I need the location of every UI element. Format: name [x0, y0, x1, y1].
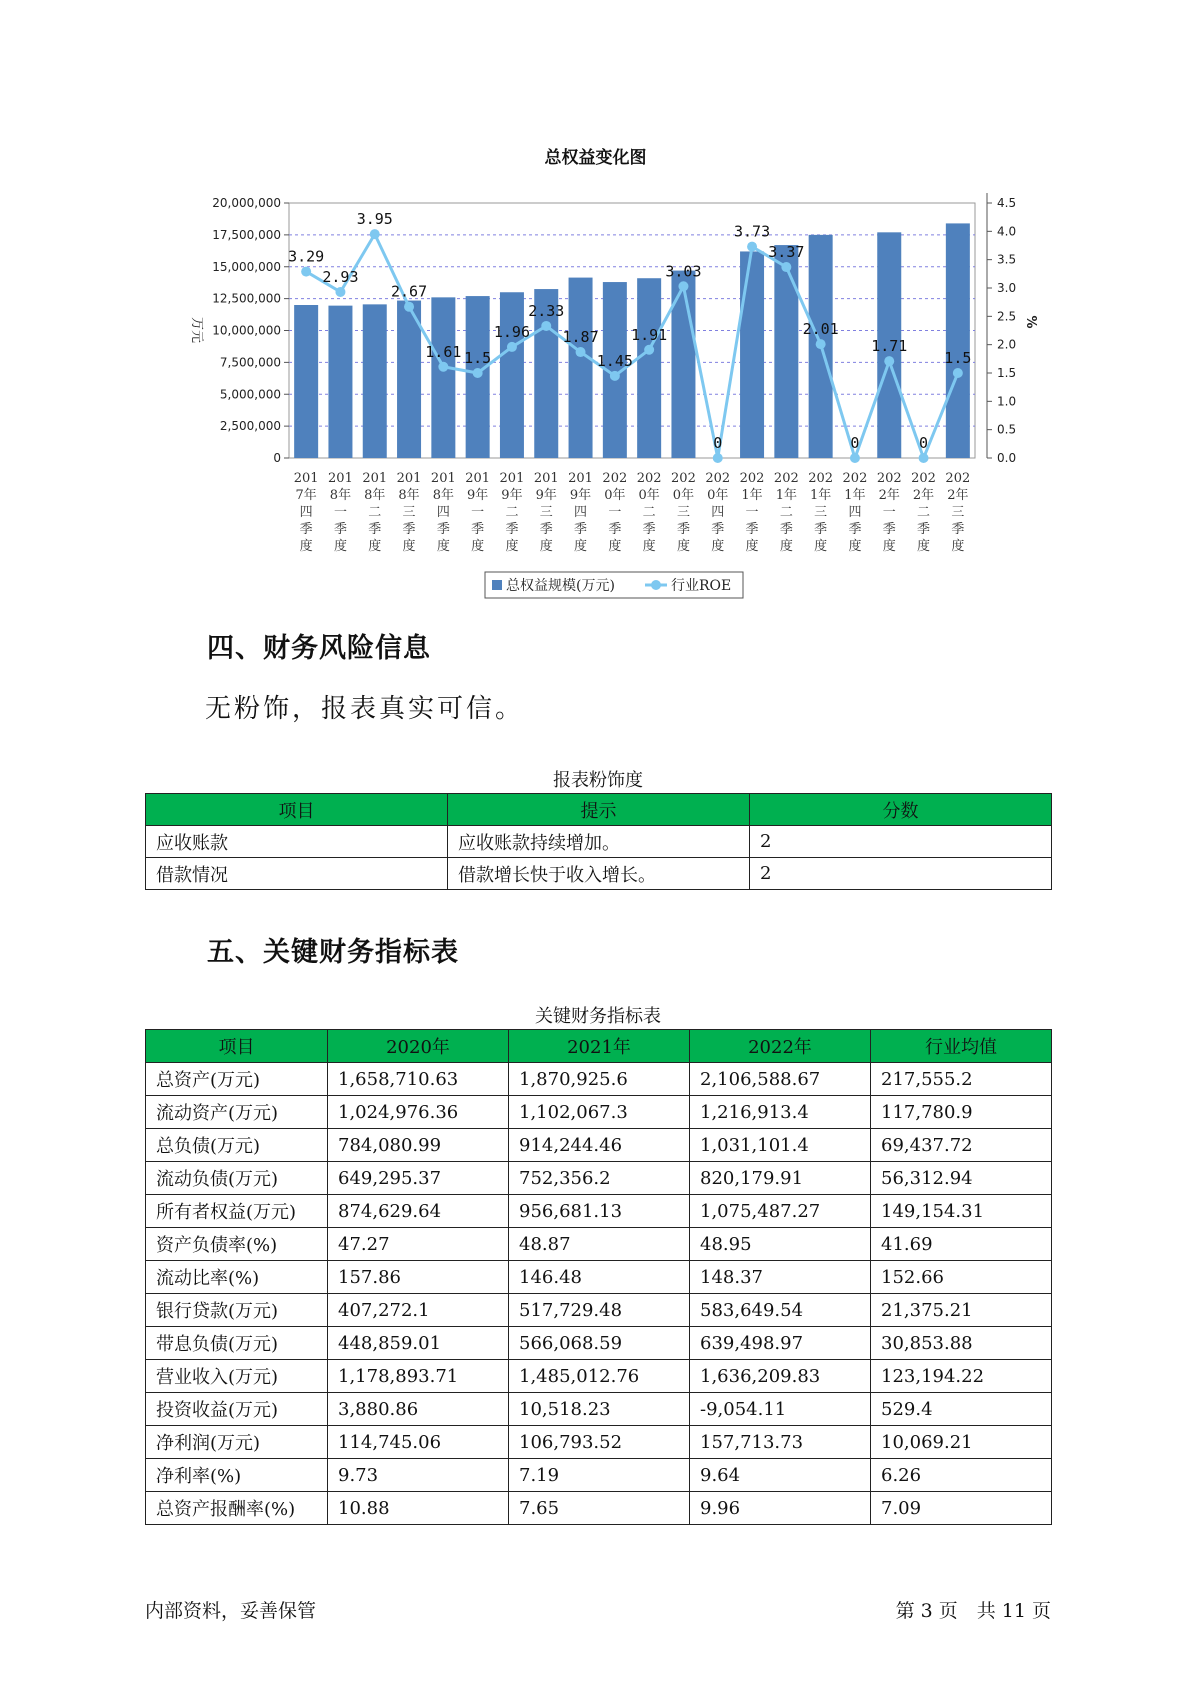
kpi-table-header-row	[146, 1030, 1052, 1063]
roe-data-label: 0	[850, 434, 860, 452]
table-cell: 10,069.21	[871, 1426, 1052, 1459]
table-cell: 净利润(万元)	[146, 1426, 328, 1459]
table-cell: 借款情况	[146, 858, 448, 890]
legend-line-label: 行业ROE	[671, 578, 732, 594]
x-tick-label: 季	[402, 522, 416, 537]
x-tick-label: 度	[676, 539, 690, 554]
table-cell: 583,649.54	[690, 1294, 871, 1327]
table-cell: 流动比率(%)	[146, 1261, 328, 1294]
x-tick-label: 0年	[672, 488, 695, 503]
x-tick-label: 度	[471, 539, 485, 554]
table-cell: 149,154.31	[871, 1195, 1052, 1228]
table-cell: 1,024,976.36	[328, 1096, 509, 1129]
roe-data-label: 3.29	[288, 247, 325, 266]
x-tick-label: 202	[773, 471, 799, 486]
x-tick-label: 度	[848, 539, 862, 554]
roe-point	[541, 321, 551, 331]
roe-data-label: 2.67	[390, 282, 428, 301]
table-cell: 7.19	[509, 1459, 690, 1492]
x-tick-label: 二	[642, 505, 656, 520]
table-cell: 914,244.46	[509, 1129, 690, 1162]
roe-point	[335, 287, 345, 297]
table-row	[146, 1426, 1052, 1459]
roe-data-label: 1.5	[944, 349, 972, 367]
x-tick-label: 8年	[329, 488, 352, 503]
x-tick-label: 度	[505, 539, 519, 554]
table-cell: 157,713.73	[690, 1426, 871, 1459]
roe-data-label: 1.87	[562, 328, 599, 347]
x-tick-label: 202	[602, 471, 628, 486]
x-tick-label: 度	[402, 539, 416, 554]
bar	[328, 306, 352, 458]
roe-data-label: 1.61	[425, 342, 462, 361]
y2-tick-label: 2.0	[997, 337, 1017, 352]
table-cell: 银行贷款(万元)	[146, 1294, 328, 1327]
x-tick-label: 二	[779, 505, 793, 520]
table-cell: 752,356.2	[509, 1162, 690, 1195]
table-cell: 总负债(万元)	[146, 1129, 328, 1162]
x-tick-label: 1年	[741, 488, 763, 503]
table-row	[146, 1492, 1052, 1525]
y2-tick-label: 0.0	[997, 451, 1017, 465]
chart-title: 总权益变化图	[544, 148, 647, 168]
y2-tick-label: 3.5	[997, 252, 1017, 267]
table-cell: 114,745.06	[328, 1426, 509, 1459]
y-tick-label: 17,500,000	[212, 227, 281, 242]
table-cell: 649,295.37	[328, 1162, 509, 1195]
table-cell: 448,859.01	[328, 1327, 509, 1360]
y-tick-label: 7,500,000	[219, 355, 281, 370]
x-tick-label: 二	[505, 505, 519, 520]
table-cell: 517,729.48	[509, 1294, 690, 1327]
table-cell: 407,272.1	[328, 1294, 509, 1327]
kpi-table	[145, 1029, 1052, 1525]
y-tick-label: 15,000,000	[212, 259, 281, 274]
roe-point	[816, 339, 826, 349]
x-tick-label: 度	[642, 539, 656, 554]
table-cell: 566,068.59	[509, 1327, 690, 1360]
column-header: 2021年	[509, 1030, 690, 1063]
bar	[946, 223, 970, 458]
x-tick-label: 度	[436, 539, 450, 554]
y-tick-label: 5,000,000	[219, 387, 281, 402]
table-cell: 41.69	[871, 1228, 1052, 1261]
bar	[569, 278, 593, 458]
bar	[294, 305, 318, 458]
table-cell: 1,102,067.3	[509, 1096, 690, 1129]
table-row	[146, 1327, 1052, 1360]
table-cell: 9.96	[690, 1492, 871, 1525]
x-tick-label: 季	[574, 522, 588, 537]
table-cell: 146.48	[509, 1261, 690, 1294]
table-cell: 529.4	[871, 1393, 1052, 1426]
x-tick-label: 2年	[912, 488, 935, 503]
table-row	[146, 1129, 1052, 1162]
bar	[431, 297, 455, 458]
table-cell: 10.88	[328, 1492, 509, 1525]
x-tick-label: 度	[608, 539, 622, 554]
column-header: 提示	[448, 794, 750, 826]
risk-summary-text: 无粉饰，报表真实可信。	[205, 694, 525, 724]
table-cell: 217,555.2	[871, 1063, 1052, 1096]
x-tick-label: 201	[328, 471, 353, 486]
column-header: 分数	[750, 794, 1052, 826]
table-cell: 106,793.52	[509, 1426, 690, 1459]
x-tick-label: 三	[539, 505, 553, 520]
y-tick-label: 20,000,000	[212, 196, 281, 210]
bar	[774, 245, 798, 458]
x-tick-label: 三	[676, 505, 690, 520]
x-tick-label: 201	[465, 471, 491, 486]
x-tick-label: 一	[608, 505, 622, 520]
roe-data-label: 2.33	[528, 301, 565, 320]
x-tick-label: 二	[917, 505, 931, 520]
x-tick-label: 202	[739, 471, 765, 486]
x-tick-label: 季	[917, 522, 931, 537]
x-tick-label: 季	[505, 522, 519, 537]
x-tick-label: 0年	[604, 488, 626, 503]
x-tick-label: 度	[814, 539, 828, 554]
table-cell: 30,853.88	[871, 1327, 1052, 1360]
table-cell: 1,031,101.4	[690, 1129, 871, 1162]
table-row	[146, 826, 1052, 858]
x-tick-label: 201	[293, 471, 319, 486]
y-tick-label: 10,000,000	[212, 323, 281, 338]
roe-point	[507, 342, 517, 352]
x-tick-label: 季	[436, 522, 450, 537]
x-tick-label: 2年	[878, 488, 900, 503]
x-tick-label: 9年	[501, 488, 523, 503]
x-tick-label: 季	[745, 522, 759, 537]
roe-data-label: 3.37	[768, 243, 805, 262]
x-tick-label: 四	[574, 505, 588, 520]
table-cell: 1,636,209.83	[690, 1360, 871, 1393]
x-tick-label: 季	[676, 522, 690, 537]
table-row	[146, 1096, 1052, 1129]
roe-point	[747, 242, 757, 252]
x-tick-label: 9年	[467, 488, 489, 503]
column-header: 项目	[146, 794, 448, 826]
x-tick-label: 201	[396, 471, 422, 486]
y2-tick-label: 4.0	[997, 224, 1017, 239]
footer-confidential-note: 内部资料，妥善保管	[145, 1600, 317, 1622]
table-cell: 1,485,012.76	[509, 1360, 690, 1393]
table-cell: 9.73	[328, 1459, 509, 1492]
table-cell: 47.27	[328, 1228, 509, 1261]
kpi-table-caption: 关键财务指标表	[535, 1006, 661, 1027]
roe-data-label: 0	[713, 434, 723, 452]
x-tick-label: 度	[539, 539, 553, 554]
table-cell: 借款增长快于收入增长。	[448, 858, 750, 890]
roe-point	[884, 356, 894, 366]
table-cell: 152.66	[871, 1261, 1052, 1294]
risk-table-caption: 报表粉饰度	[553, 770, 643, 791]
y2-tick-label: 4.5	[997, 196, 1017, 210]
table-cell: 9.64	[690, 1459, 871, 1492]
x-tick-label: 0年	[638, 488, 660, 503]
x-tick-label: 四	[711, 505, 725, 520]
roe-data-label: 3.95	[356, 210, 393, 229]
y2-axis-title: %	[1023, 315, 1038, 329]
roe-point	[370, 229, 380, 239]
legend-line-marker	[651, 580, 661, 590]
table-cell: 148.37	[690, 1261, 871, 1294]
roe-data-label: 2.93	[322, 267, 359, 286]
x-tick-label: 三	[402, 505, 416, 520]
table-cell: 956,681.13	[509, 1195, 690, 1228]
y2-tick-label: 1.0	[997, 394, 1017, 409]
x-tick-label: 202	[842, 471, 868, 486]
table-row	[146, 1294, 1052, 1327]
table-row	[146, 1162, 1052, 1195]
x-tick-label: 度	[917, 539, 931, 554]
x-tick-label: 三	[951, 505, 965, 520]
x-tick-label: 9年	[535, 488, 557, 503]
roe-point	[713, 453, 723, 463]
x-tick-label: 201	[533, 471, 559, 486]
y2-tick-label: 0.5	[997, 422, 1017, 437]
x-tick-label: 202	[671, 471, 696, 486]
roe-point	[301, 267, 311, 277]
table-cell: 639,498.97	[690, 1327, 871, 1360]
column-header: 项目	[146, 1030, 328, 1063]
roe-point	[610, 371, 620, 381]
roe-point	[678, 281, 688, 291]
x-tick-label: 度	[574, 539, 588, 554]
x-tick-label: 季	[642, 522, 656, 537]
table-cell: 1,870,925.6	[509, 1063, 690, 1096]
x-tick-label: 度	[779, 539, 793, 554]
table-cell: 流动资产(万元)	[146, 1096, 328, 1129]
table-cell: 69,437.72	[871, 1129, 1052, 1162]
bar	[500, 292, 524, 458]
table-cell: 净利率(%)	[146, 1459, 328, 1492]
roe-data-label: 1.96	[493, 322, 531, 341]
y-axis-title: 万元	[189, 316, 204, 344]
x-tick-label: 度	[711, 539, 725, 554]
table-cell: 123,194.22	[871, 1360, 1052, 1393]
x-tick-label: 201	[430, 471, 456, 486]
legend-bar-swatch	[492, 580, 502, 590]
x-tick-label: 8年	[432, 488, 454, 503]
table-cell: 应收账款	[146, 826, 448, 858]
table-cell: 7.65	[509, 1492, 690, 1525]
table-row	[146, 1393, 1052, 1426]
x-tick-label: 202	[705, 471, 731, 486]
y-tick-label: 12,500,000	[212, 291, 281, 306]
x-tick-label: 9年	[569, 488, 592, 503]
equity-change-chart	[0, 0, 1191, 600]
roe-point	[644, 345, 654, 355]
x-tick-label: 一	[882, 505, 896, 520]
table-cell: 应收账款持续增加。	[448, 826, 750, 858]
column-header: 2022年	[690, 1030, 871, 1063]
roe-data-label: 1.5	[464, 349, 492, 367]
table-cell: 1,216,913.4	[690, 1096, 871, 1129]
table-row	[146, 858, 1052, 890]
x-tick-label: 一	[333, 505, 347, 520]
bar	[740, 251, 764, 458]
x-tick-label: 季	[951, 522, 965, 537]
table-cell: 56,312.94	[871, 1162, 1052, 1195]
risk-table	[145, 793, 1052, 890]
table-cell: 2	[750, 858, 1052, 890]
table-row	[146, 1063, 1052, 1096]
x-tick-label: 1年	[844, 488, 866, 503]
x-tick-label: 2年	[947, 488, 969, 503]
x-tick-label: 202	[808, 471, 834, 486]
x-tick-label: 度	[299, 539, 313, 554]
y-tick-label: 2,500,000	[219, 419, 281, 434]
table-cell: 6.26	[871, 1459, 1052, 1492]
kpi-section-heading: 五、关键财务指标表	[207, 937, 459, 968]
x-tick-label: 季	[299, 522, 313, 537]
column-header: 2020年	[328, 1030, 509, 1063]
roe-point	[576, 347, 586, 357]
table-cell: 1,658,710.63	[328, 1063, 509, 1096]
table-cell: 784,080.99	[328, 1129, 509, 1162]
x-tick-label: 季	[471, 522, 485, 537]
table-row	[146, 1195, 1052, 1228]
table-cell: 874,629.64	[328, 1195, 509, 1228]
roe-point	[473, 368, 483, 378]
x-tick-label: 一	[745, 505, 759, 520]
x-tick-label: 7年	[295, 488, 317, 503]
x-tick-label: 三	[814, 505, 828, 520]
table-cell: 所有者权益(万元)	[146, 1195, 328, 1228]
bar	[363, 304, 387, 458]
roe-point	[919, 453, 929, 463]
table-cell: 营业收入(万元)	[146, 1360, 328, 1393]
x-tick-label: 季	[882, 522, 896, 537]
roe-point	[953, 368, 963, 378]
x-tick-label: 度	[951, 539, 965, 554]
table-cell: 投资收益(万元)	[146, 1393, 328, 1426]
table-cell: 10,518.23	[509, 1393, 690, 1426]
y2-tick-label: 2.5	[997, 309, 1017, 324]
column-header: 行业均值	[871, 1030, 1052, 1063]
table-cell: 21,375.21	[871, 1294, 1052, 1327]
x-tick-label: 四	[848, 505, 862, 520]
footer-page-number: 第 3 页 共 11 页	[895, 1600, 1051, 1622]
x-tick-label: 201	[568, 471, 593, 486]
x-tick-label: 201	[499, 471, 525, 486]
table-cell: -9,054.11	[690, 1393, 871, 1426]
x-tick-label: 四	[299, 505, 313, 520]
roe-data-label: 3.73	[733, 222, 771, 241]
table-row	[146, 1360, 1052, 1393]
x-tick-label: 季	[539, 522, 553, 537]
table-cell: 1,075,487.27	[690, 1195, 871, 1228]
y2-tick-label: 3.0	[997, 281, 1017, 295]
roe-point	[438, 362, 448, 372]
x-tick-label: 8年	[364, 488, 386, 503]
x-tick-label: 202	[945, 471, 971, 486]
x-tick-label: 度	[882, 539, 896, 554]
y-tick-label: 0	[273, 451, 281, 465]
table-cell: 2	[750, 826, 1052, 858]
x-tick-label: 一	[471, 505, 485, 520]
risk-section-heading: 四、财务风险信息	[207, 633, 431, 664]
x-tick-label: 度	[745, 539, 759, 554]
table-cell: 带息负债(万元)	[146, 1327, 328, 1360]
table-cell: 总资产(万元)	[146, 1063, 328, 1096]
x-tick-label: 季	[333, 522, 347, 537]
table-row	[146, 1459, 1052, 1492]
x-tick-label: 度	[333, 539, 347, 554]
roe-point	[404, 302, 414, 312]
x-tick-label: 度	[368, 539, 382, 554]
table-cell: 7.09	[871, 1492, 1052, 1525]
table-cell: 流动负债(万元)	[146, 1162, 328, 1195]
roe-data-label: 1.45	[596, 351, 633, 370]
x-tick-label: 202	[636, 471, 662, 486]
roe-point	[781, 262, 791, 272]
table-cell: 820,179.91	[690, 1162, 871, 1195]
table-row	[146, 1228, 1052, 1261]
x-tick-label: 季	[814, 522, 828, 537]
roe-data-label: 2.01	[802, 320, 839, 339]
table-cell: 1,178,893.71	[328, 1360, 509, 1393]
x-tick-label: 季	[779, 522, 793, 537]
x-tick-label: 202	[911, 471, 936, 486]
roe-data-label: 1.91	[631, 325, 668, 344]
x-tick-label: 二	[368, 505, 382, 520]
bar	[637, 278, 661, 458]
risk-table-header-row	[146, 794, 1052, 826]
x-tick-label: 季	[848, 522, 862, 537]
table-cell: 48.95	[690, 1228, 871, 1261]
x-tick-label: 季	[608, 522, 622, 537]
table-cell: 3,880.86	[328, 1393, 509, 1426]
roe-data-label: 1.71	[871, 337, 908, 356]
x-tick-label: 1年	[775, 488, 797, 503]
table-cell: 总资产报酬率(%)	[146, 1492, 328, 1525]
roe-data-label: 3.03	[665, 262, 702, 281]
legend-bar-label: 总权益规模(万元)	[506, 578, 615, 594]
x-tick-label: 201	[362, 471, 388, 486]
roe-data-label: 0	[919, 434, 929, 452]
table-row	[146, 1261, 1052, 1294]
x-tick-label: 8年	[398, 488, 420, 503]
x-tick-label: 202	[876, 471, 902, 486]
table-cell: 157.86	[328, 1261, 509, 1294]
x-tick-label: 0年	[707, 488, 729, 503]
roe-point	[850, 453, 860, 463]
x-tick-label: 季	[711, 522, 725, 537]
y2-tick-label: 1.5	[997, 366, 1017, 380]
x-tick-label: 季	[368, 522, 382, 537]
x-tick-label: 四	[436, 505, 450, 520]
table-cell: 2,106,588.67	[690, 1063, 871, 1096]
x-tick-label: 1年	[810, 488, 832, 503]
table-cell: 资产负债率(%)	[146, 1228, 328, 1261]
table-cell: 48.87	[509, 1228, 690, 1261]
table-cell: 117,780.9	[871, 1096, 1052, 1129]
